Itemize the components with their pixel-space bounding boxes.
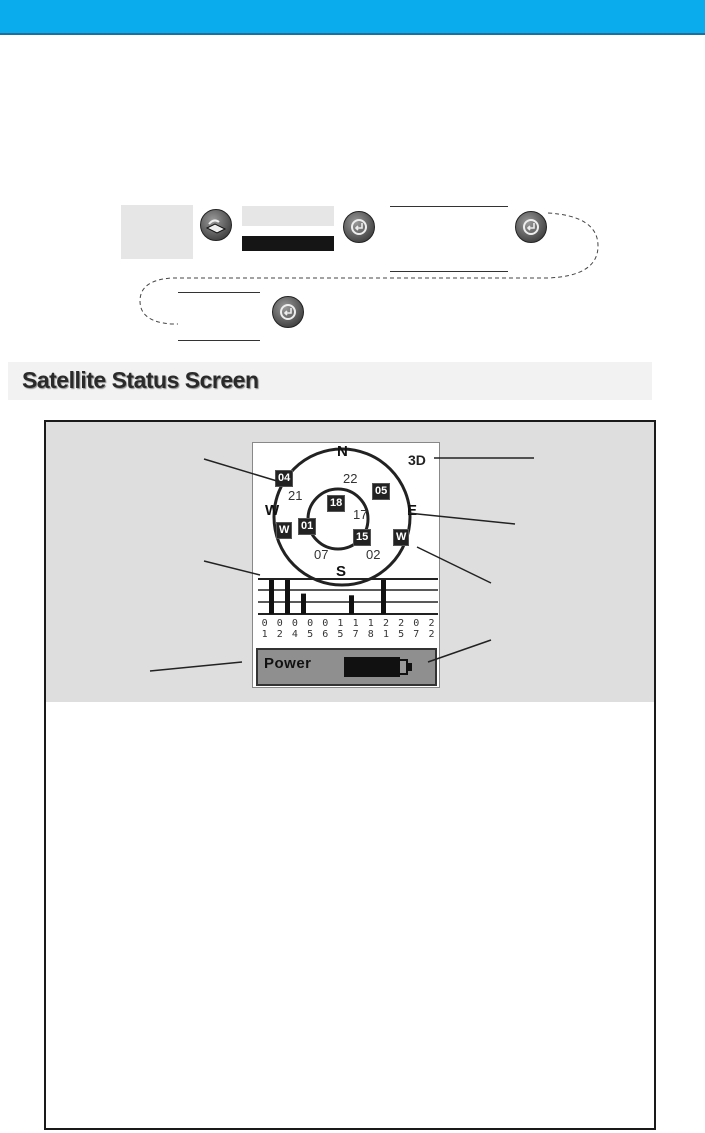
satellite-box: W bbox=[276, 522, 292, 539]
section-title: Satellite Status Screen bbox=[22, 367, 259, 393]
satellite-box: 01 bbox=[298, 518, 316, 535]
prn-digit: 2 bbox=[428, 618, 435, 629]
prn-digit: 0 bbox=[307, 618, 314, 629]
prn-digit: 1 bbox=[261, 629, 268, 640]
prn-digit: 2 bbox=[382, 618, 389, 629]
satellite-box: 18 bbox=[327, 495, 345, 512]
satellite-box: W bbox=[393, 529, 409, 546]
compass-south: S bbox=[336, 563, 347, 580]
satellite-label: 21 bbox=[288, 488, 303, 503]
prn-digit: 1 bbox=[337, 618, 344, 629]
prn-digit: 5 bbox=[398, 629, 405, 640]
satellite-label: 17 bbox=[353, 507, 368, 522]
prn-digit: 0 bbox=[261, 618, 268, 629]
prn-digit: 0 bbox=[413, 618, 420, 629]
satellite-box: 15 bbox=[353, 529, 371, 546]
prn-digit: 8 bbox=[367, 629, 374, 640]
prn-digit: 0 bbox=[322, 618, 329, 629]
compass-west: W bbox=[265, 502, 280, 519]
prn-digit: 1 bbox=[367, 618, 374, 629]
prn-digit: 2 bbox=[428, 629, 435, 640]
satellite-box: 05 bbox=[372, 483, 390, 500]
prn-digit: 7 bbox=[352, 629, 359, 640]
power-label: Power bbox=[264, 655, 312, 672]
prn-digit: 0 bbox=[276, 618, 283, 629]
prn-digit: 1 bbox=[352, 618, 359, 629]
prn-digit: 1 bbox=[382, 629, 389, 640]
prn-digit: 5 bbox=[337, 629, 344, 640]
satellite-label: 07 bbox=[314, 547, 329, 562]
prn-digit: 4 bbox=[291, 629, 298, 640]
prn-digit: 2 bbox=[276, 629, 283, 640]
compass-east: E bbox=[407, 502, 418, 519]
prn-digit: 6 bbox=[322, 629, 329, 640]
prn-digit: 5 bbox=[307, 629, 314, 640]
fix-mode: 3D bbox=[408, 452, 426, 468]
satellite-label: 02 bbox=[366, 547, 381, 562]
prn-digit: 0 bbox=[291, 618, 298, 629]
satellite-box: 04 bbox=[275, 470, 293, 487]
compass-north: N bbox=[337, 443, 348, 460]
satellite-label: 22 bbox=[343, 471, 358, 486]
prn-digit: 2 bbox=[398, 618, 405, 629]
prn-digit: 7 bbox=[413, 629, 420, 640]
